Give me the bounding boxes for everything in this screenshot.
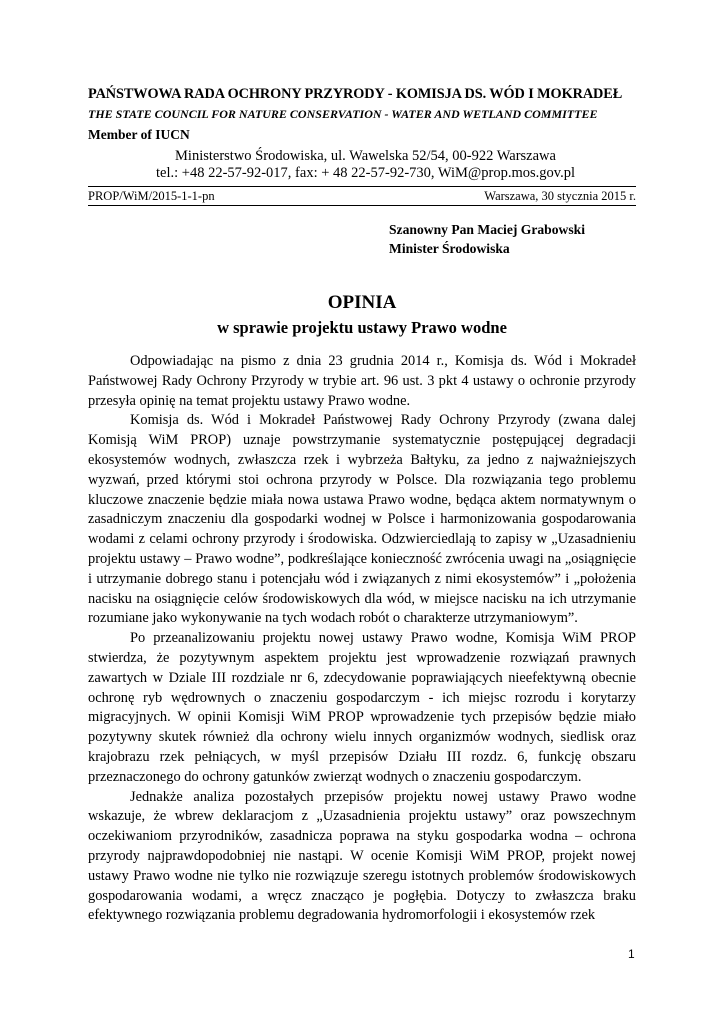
page-number: 1 bbox=[628, 947, 635, 961]
membership-line: Member of IUCN bbox=[88, 127, 190, 142]
org-name-polish: PAŃSTWOWA RADA OCHRONY PRZYRODY - KOMISJA DS. WÓD I MOKRADEŁ bbox=[88, 86, 623, 102]
recipient-name: Szanowny Pan Maciej Grabowski bbox=[389, 222, 585, 237]
document-subtitle: w sprawie projektu ustawy Prawo wodne bbox=[217, 318, 507, 337]
reference-number: PROP/WiM/2015-1-1-pn bbox=[88, 189, 215, 203]
document-title: OPINIA bbox=[327, 292, 397, 313]
document-body bbox=[88, 352, 636, 926]
recipient-role: Minister Środowiska bbox=[389, 241, 510, 256]
body-paragraph: Odpowiadając na pismo z dnia 23 grudnia 2014 r., Komisja ds. Wód i Mokradeł Państwowej Rady Ochrony Przyrody w trybie art. 96 ust. 3 pkt 4 ustawy o ochronie przyrody przesyła opinię na temat projektu ustawy Prawo wodne. bbox=[88, 353, 636, 409]
body-paragraph: Jednakże analiza pozostałych przepisów projektu nowej ustawy Prawo wodne wskazuje, że wbrew deklaracjom z „Uzasadnienia projektu ustawy” oraz powszechnym oczekiwaniom przyrodników, zasadnicza poprawa na styku gospodarka wodna – ochrona przyrody najprawdopodobniej nie nastąpi. W ocenie Komisji WiM PROP, projekt nowej ustawy Prawo wodne nie tylko nie rozwiązuje szeregu istotnych problemów środowiskowych gospodarowania wodami, a wręcz znacząco je pogłębia. Dotyczy to zwłaszcza braku efektywnego rozwiązania problemu degradowania hydromorfologii i ekosystemów rzek bbox=[88, 788, 636, 924]
contact-line: tel.: +48 22-57-92-017, fax: + 48 22-57-92-730, WiM@prop.mos.gov.pl bbox=[156, 165, 575, 181]
org-name-english: THE STATE COUNCIL FOR NATURE CONSERVATION - WATER AND WETLAND COMMITTEE bbox=[88, 107, 598, 121]
document-date: Warszawa, 30 stycznia 2015 r. bbox=[484, 189, 636, 203]
address-line: Ministerstwo Środowiska, ul. Wawelska 52/54, 00-922 Warszawa bbox=[175, 148, 556, 164]
body-paragraph: Komisja ds. Wód i Mokradeł Państwowej Rady Ochrony Przyrody (zwana dalej Komisją WiM PROP) uznaje powstrzymanie systematycznie postępującej degradacji ekosystemów wodnych, zwłaszcza rzek i wybrzeża Bałtyku, za jedno z najważniejszych wyzwań, przed którymi stoi ochrona przyrody w Polsce. Dla rozwiązania tego problemu kluczowe znaczenie będzie miała nowa ustawa Prawo wodne, będąca aktem normatywnym o zasadniczym znaczeniu dla gospodarki wodnej w Polsce i harmonizowania gospodarowania wodami z celami ochrony przyrody i środowiska. Odzwierciedlają to zapisy w „Uzasadnieniu projektu ustawy – Prawo wodne”, podkreślające konieczność zwrócenia uwagi na „osiągnięcie i utrzymanie dobrego stanu i potencjału wód i związanych z nimi ekosystemów” i „położenia nacisku na osiągnięcie celów środowiskowych dla wód, w miejsce nacisku na ich utrzymanie rozumiane jako wykonywanie na tych wodach robót o charakterze utrzymaniowym”. bbox=[88, 412, 636, 627]
body-paragraph: Po przeanalizowaniu projektu nowej ustawy Prawo wodne, Komisja WiM PROP stwierdza, że pozytywnym aspektem projektu jest wprowadzenie rozwiązań prawnych zawartych w Dziale III rozdziale nr 6, zdecydowanie poprawiających nieefektywną obecnie ochronę ryb wędrownych o znaczeniu gospodarczym - ich miejsc rozrodu i korytarzy migracyjnych. W opinii Komisji WiM PROP wprowadzenie tych przepisów będzie miało pozytywny skutek również dla ochrony wielu innych organizmów wodnych, siedlisk oraz krajobrazu rzek pełniących, w myśl przepisów Działu III rozdz. 6, funkcję obszaru przeznaczonego do ochrony gatunków zwierząt wodnych o znaczeniu gospodarczym. bbox=[88, 630, 636, 785]
reference-bar bbox=[88, 186, 636, 206]
